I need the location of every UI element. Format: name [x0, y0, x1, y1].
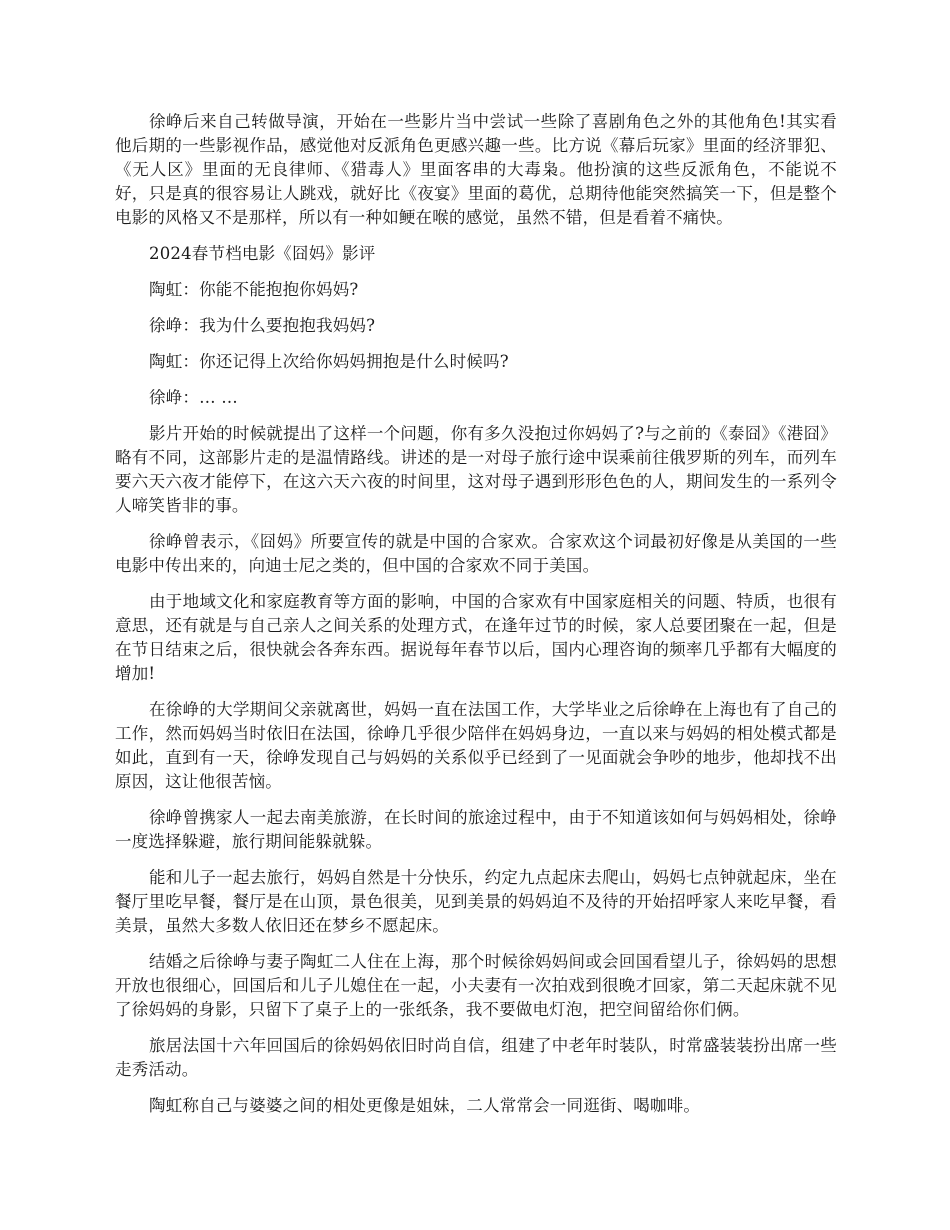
document-body: [115, 110, 837, 1130]
paragraph: 结婚之后徐峥与妻子陶虹二人住在上海，那个时候徐妈妈间或会回国看望儿子，徐妈妈的思想开放也很细心，回国后和儿子儿媳住在一起，小夫妻有一次拍戏到很晚才回家，第二天起床就不见了徐妈妈的身影，只留下了桌子上的一张纸条，我不要做电灯泡，把空间留给你们俩。: [115, 952, 837, 1019]
paragraph: 徐峥曾表示，《囧妈》所要宣传的就是中国的合家欢。合家欢这个词最初好像是从美国的一些电影中传出来的，向迪士尼之类的，但中国的合家欢不同于美国。: [115, 532, 837, 575]
dialogue-line: 陶虹：你能不能抱抱你妈妈?: [149, 280, 359, 299]
paragraph: 徐峥曾携家人一起去南美旅游，在长时间的旅途过程中，由于不知道该如何与妈妈相处，徐峥一度选择躲避，旅行期间能躲就躲。: [115, 808, 837, 851]
paragraph-intro: 徐峥后来自己转做导演，开始在一些影片当中尝试一些除了喜剧角色之外的其他角色!其实看他后期的一些影视作品，感觉他对反派角色更感兴趣一些。比方说《幕后玩家》里面的经济罪犯、《无人区》里面的无良律师、《猎毒人》里面客串的大毒枭。他扮演的这些反派角色，不能说不好，只是真的很容易让人跳戏，就好比《夜宴》里面的葛优，总期待他能突然搞笑一下，但是整个电影的风格又不是那样，所以有一种如鲠在喉的感觉，虽然不错，但是看着不痛快。: [115, 112, 837, 227]
paragraph: 在徐峥的大学期间父亲就离世，妈妈一直在法国工作，大学毕业之后徐峥在上海也有了自己的工作，然而妈妈当时依旧在法国，徐峥几乎很少陪伴在妈妈身边，一直以来与妈妈的相处模式都是如此，直到有一天，徐峥发现自己与妈妈的关系似乎已经到了一见面就会争吵的地步，他却找不出原因，这让他很苦恼。: [115, 700, 837, 791]
paragraph: 陶虹称自己与婆婆之间的相处更像是姐妹，二人常常会一同逛街、喝咖啡。: [149, 1096, 701, 1115]
dialogue-line: 徐峥：我为什么要抱抱我妈妈?: [149, 316, 376, 335]
dialogue-line: 陶虹：你还记得上次给你妈妈拥抱是什么时候吗?: [149, 352, 509, 371]
paragraph: 旅居法国十六年回国后的徐妈妈依旧时尚自信，组建了中老年时装队，时常盛装装扮出席一些走秀活动。: [115, 1036, 837, 1079]
paragraph: 影片开始的时候就提出了这样一个问题，你有多久没抱过你妈妈了?与之前的《泰囧》《港囧》略有不同，这部影片走的是温情路线。讲述的是一对母子旅行途中误乘前往俄罗斯的列车，而列车要六天六夜才能停下，在这六天六夜的时间里，这对母子遇到形形色色的人，期间发生的一系列令人啼笑皆非的事。: [115, 424, 837, 515]
article-title: 2024春节档电影《囧妈》影评: [149, 244, 376, 263]
dialogue-line: 徐峥：… …: [149, 388, 238, 407]
paragraph: 由于地域文化和家庭教育等方面的影响，中国的合家欢有中国家庭相关的问题、特质，也很有意思，还有就是与自己亲人之间关系的处理方式，在逢年过节的时候，家人总要团聚在一起，但是在节日结束之后，很快就会各奔东西。据说每年春节以后，国内心理咨询的频率几乎都有大幅度的增加!: [115, 592, 837, 683]
paragraph: 能和儿子一起去旅行，妈妈自然是十分快乐，约定九点起床去爬山，妈妈七点钟就起床，坐在餐厅里吃早餐，餐厅是在山顶，景色很美，见到美景的妈妈迫不及待的开始招呼家人来吃早餐，看美景，虽然大多数人依旧还在梦乡不愿起床。: [115, 868, 837, 935]
